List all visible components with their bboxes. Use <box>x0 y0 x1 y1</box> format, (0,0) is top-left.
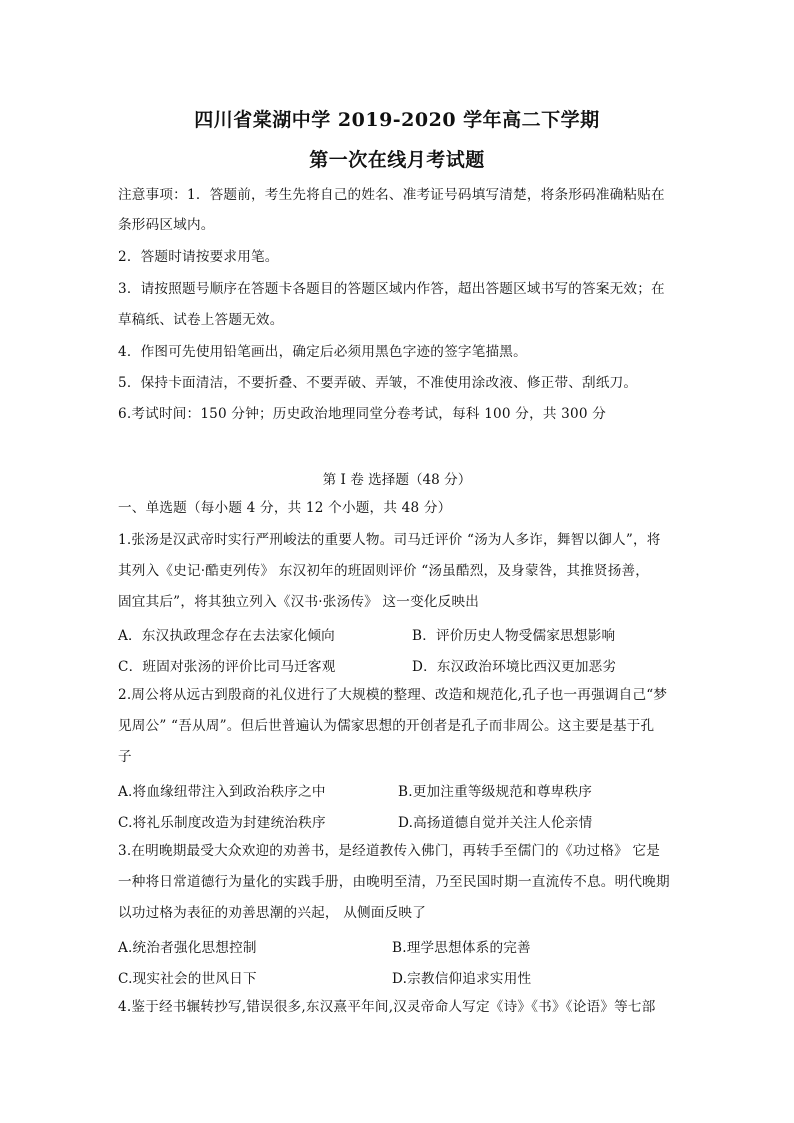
note-line: 2．答题时请按要求用笔。 <box>118 249 279 265</box>
question-1-line: 其列入《史记·酷吏列传》 东汉初年的班固则评价 “汤虽酷烈，及身蒙咎，其推贤扬善， <box>118 563 650 579</box>
q3-option-c: C.现实社会的世风日下 <box>118 971 257 987</box>
note-line: 6.考试时间：150 分钟；历史政治地理同堂分卷考试，每科 100 分，共 300 分 <box>118 406 607 422</box>
q1-option-a: A．东汉执政理念存在去法家化倾向 <box>118 628 335 644</box>
note-line: 4．作图可先使用铅笔画出，确定后必须用黑色字迹的签字笔描黑。 <box>118 344 527 360</box>
exam-subtitle: 第一次在线月考试题 <box>309 149 485 171</box>
q1-option-b: B．评价历史人物受儒家思想影响 <box>412 628 616 644</box>
exam-title: 四川省棠湖中学 2019-2020 学年高二下学期 <box>194 109 600 131</box>
question-2-line: 子 <box>118 749 132 765</box>
part-title: 一、单选题（每小题 4 分，共 12 个小题，共 48 分） <box>118 500 452 516</box>
q2-option-b: B.更加注重等级规范和尊卑秩序 <box>398 784 593 800</box>
question-1-line: 1.张汤是汉武帝时实行严刑峻法的重要人物。司马迁评价 “汤为人多诈，舞智以御人”，将 <box>118 532 661 548</box>
note-line: 注意事项：1．答题前，考生先将自己的姓名、准考证号码填写清楚，将条形码准确粘贴在 <box>118 187 665 203</box>
q3-option-a: A.统治者强化思想控制 <box>118 940 257 956</box>
q3-option-b: B.理学思想体系的完善 <box>392 940 531 956</box>
note-line: 5．保持卡面清洁，不要折叠、不要弄破、弄皱，不准使用涂改液、修正带、刮纸刀。 <box>118 375 638 391</box>
q2-option-d: D.高扬道德自觉并关注人伦亲情 <box>398 815 593 831</box>
q1-option-d: D．东汉政治环境比西汉更加恶劣 <box>412 659 617 675</box>
note-line: 草稿纸、试卷上答题无效。 <box>118 312 284 328</box>
question-3-line: 一种将日常道德行为量化的实践手册，由晚明至清，乃至民国时期一直流传不息。明代晚期 <box>118 874 670 890</box>
q2-option-c: C.将礼乐制度改造为封建统治秩序 <box>118 815 326 831</box>
question-1-line: 固宜其后”，将其独立列入《汉书·张汤传》 这一变化反映出 <box>118 594 480 610</box>
question-2-line: 见周公” “吾从周”。但后世普遍认为儒家思想的开创者是孔子而非周公。这主要是基于孔 <box>118 718 655 734</box>
question-2-line: 2.周公将从远古到殷商的礼仪进行了大规模的整理、改造和规范化,孔子也一再强调自己“梦 <box>118 687 668 703</box>
note-line: 条形码区域内。 <box>118 217 215 233</box>
section-title: 第 I 卷 选择题（48 分） <box>322 472 472 488</box>
question-3-line: 以功过格为表征的劝善思潮的兴起， 从侧面反映了 <box>118 905 426 921</box>
q3-option-d: D.宗教信仰追求实用性 <box>392 971 532 987</box>
note-line: 3．请按照题号顺序在答题卡各题目的答题区域内作答，超出答题区域书写的答案无效；在 <box>118 281 665 297</box>
q2-option-a: A.将血缘纽带注入到政治秩序之中 <box>118 784 326 800</box>
q1-option-c: C．班固对张汤的评价比司马迁客观 <box>118 659 336 675</box>
question-4-line: 4.鉴于经书辗转抄写,错误很多,东汉熹平年间,汉灵帝命人写定《诗》《书》《论语》等七部 <box>118 999 656 1015</box>
question-3-line: 3.在明晚期最受大众欢迎的劝善书，是经道教传入佛门，再转手至儒门的《功过格》 它是 <box>118 843 661 859</box>
